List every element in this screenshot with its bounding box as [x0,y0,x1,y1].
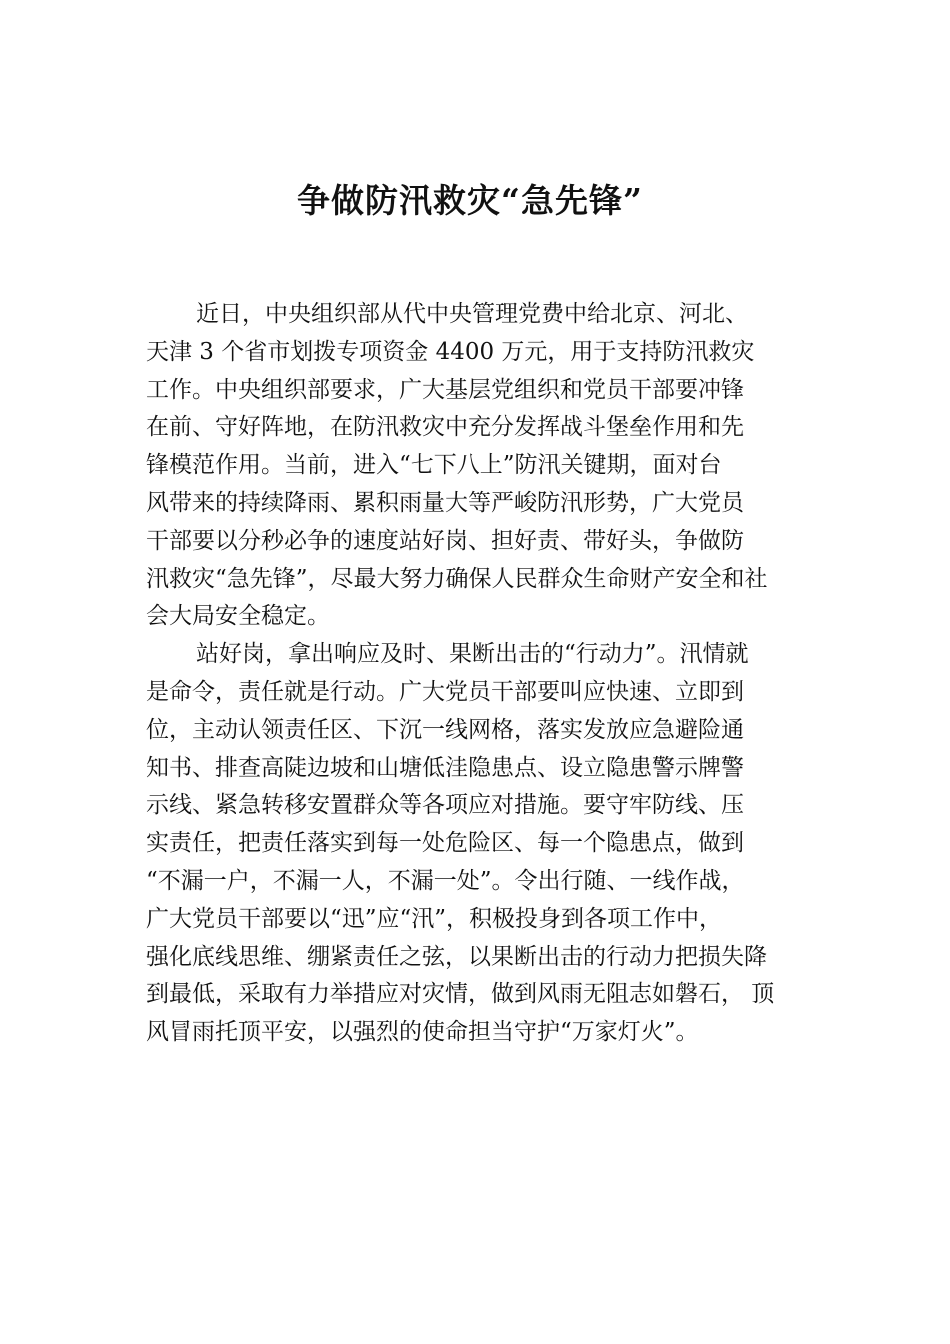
text-line: 实责任，把责任落实到每一处危险区、每一个隐患点，做到 [146,830,744,857]
article-body [146,296,826,1052]
text-line: 广大党员干部要以“迅”应“汛”，积极投身到各项工作中， [146,905,723,932]
text-line: “不漏一户，不漏一人，不漏一处”。令出行随、一线作战， [146,867,745,894]
paragraph-2 [146,636,826,1052]
text-line: 汛救灾“急先锋”，尽最大努力确保人民群众生命财产安全和社 [146,565,768,592]
text-line: 风冒雨托顶平安，以强烈的使命担当守护“万家灯火”。 [146,1019,699,1046]
text-line: 天津 3 个省市划拨专项资金 4400 万元，用于支持防汛救灾 [146,338,755,365]
text-line: 站好岗，拿出响应及时、果断出击的“行动力”。汛情就 [196,641,749,668]
text-line: 到最低，采取有力举措应对灾情，做到风雨无阻志如磐石， 顶 [146,981,775,1008]
text-line: 示线、紧急转移安置群众等各项应对措施。要守牢防线、压 [146,792,744,819]
text-line: 强化底线思维、绷紧责任之弦，以果断出击的行动力把损失降 [146,943,767,970]
text-line: 是命令，责任就是行动。广大党员干部要叫应快速、立即到 [146,678,744,705]
page-title: 争做防汛救灾“急先锋” [297,181,643,220]
text-line: 会大局安全稳定。 [146,603,330,630]
text-line: 位，主动认领责任区、下沉一线网格，落实发放应急避险通 [146,716,744,743]
paragraph-1 [146,296,826,636]
text-line: 干部要以分秒必争的速度站好岗、担好责、带好头，争做防 [146,527,744,554]
text-line: 风带来的持续降雨、累积雨量大等严峻防汛形势，广大党员 [146,489,744,516]
text-line: 工作。中央组织部要求，广大基层党组织和党员干部要冲锋 [146,376,744,403]
text-line: 在前、守好阵地，在防汛救灾中充分发挥战斗堡垒作用和先 [146,414,744,441]
text-line: 知书、排查高陡边坡和山塘低洼隐患点、设立隐患警示牌警 [146,754,744,781]
text-line: 近日，中央组织部从代中央管理党费中给北京、河北、 [196,301,748,327]
text-line: 锋模范作用。当前，进入“七下八上”防汛关键期，面对台 [146,452,722,479]
